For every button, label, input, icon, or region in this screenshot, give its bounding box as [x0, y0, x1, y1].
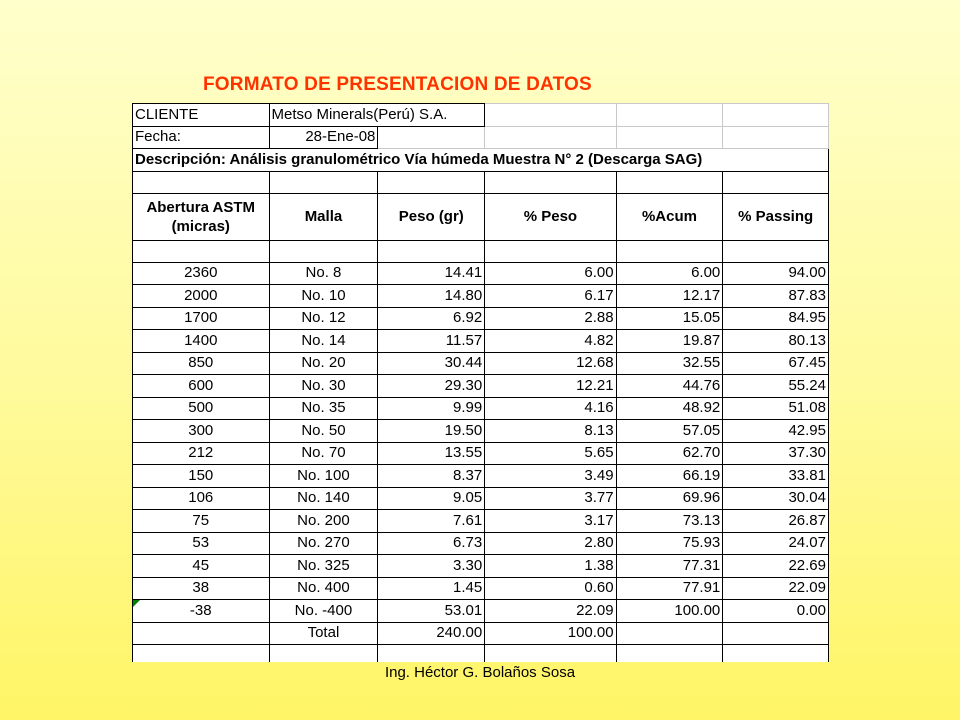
percent-weight-cell: 4.82: [485, 330, 616, 353]
percent-weight-cell: 22.09: [485, 600, 616, 623]
passing-cell: 80.13: [723, 330, 829, 353]
cumulative-cell: 32.55: [616, 352, 723, 375]
weight-cell: 13.55: [378, 442, 485, 465]
cumulative-cell: 77.91: [616, 577, 723, 600]
header-weight: Peso (gr): [378, 193, 485, 240]
weight-cell: 6.73: [378, 532, 485, 555]
date-row: [133, 126, 829, 149]
weight-cell: 19.50: [378, 420, 485, 443]
aperture-cell: 600: [133, 375, 270, 398]
spreadsheet-image: [132, 103, 829, 662]
aperture-cell: 106: [133, 487, 270, 510]
empty-cell: [616, 126, 723, 149]
aperture-cell: [133, 600, 270, 623]
cumulative-cell: 73.13: [616, 510, 723, 533]
mesh-cell: No. 50: [269, 420, 378, 443]
total-row: [133, 622, 829, 645]
granulometry-table: [132, 103, 829, 662]
cumulative-cell: 44.76: [616, 375, 723, 398]
mesh-cell: No. 100: [269, 465, 378, 488]
empty-cell: [378, 126, 485, 149]
aperture-cell: 2360: [133, 262, 270, 285]
empty-cell: [723, 104, 829, 127]
percent-weight-cell: 6.00: [485, 262, 616, 285]
empty-cell: [723, 126, 829, 149]
weight-cell: 11.57: [378, 330, 485, 353]
mesh-cell: No. 30: [269, 375, 378, 398]
table-row: [133, 262, 829, 285]
weight-cell: 14.41: [378, 262, 485, 285]
passing-cell: 87.83: [723, 285, 829, 308]
total-percent: 100.00: [485, 622, 616, 645]
aperture-cell: 500: [133, 397, 270, 420]
table-row: [133, 532, 829, 555]
date-label: Fecha:: [133, 126, 270, 149]
table-row: [133, 420, 829, 443]
mesh-cell: No. 325: [269, 555, 378, 578]
date-value: 28-Ene-08: [269, 126, 378, 149]
percent-weight-cell: 2.80: [485, 532, 616, 555]
cumulative-cell: 12.17: [616, 285, 723, 308]
mesh-cell: No. 200: [269, 510, 378, 533]
footer-author: Ing. Héctor G. Bolaños Sosa: [384, 664, 576, 681]
weight-cell: 8.37: [378, 465, 485, 488]
header-aperture: Abertura ASTM (micras): [133, 193, 270, 240]
cumulative-cell: 66.19: [616, 465, 723, 488]
table-row: [133, 375, 829, 398]
mesh-cell: No. 20: [269, 352, 378, 375]
description-row: [133, 149, 829, 172]
passing-cell: 22.69: [723, 555, 829, 578]
total-weight: 240.00: [378, 622, 485, 645]
spacer-row: [133, 240, 829, 262]
aperture-cell: 300: [133, 420, 270, 443]
cumulative-cell: 48.92: [616, 397, 723, 420]
mesh-cell: No. 8: [269, 262, 378, 285]
passing-cell: 42.95: [723, 420, 829, 443]
percent-weight-cell: 12.68: [485, 352, 616, 375]
cumulative-cell: 57.05: [616, 420, 723, 443]
cumulative-cell: 62.70: [616, 442, 723, 465]
header-percent-weight: % Peso: [485, 193, 616, 240]
mesh-cell: No. 14: [269, 330, 378, 353]
table-row: [133, 510, 829, 533]
mesh-cell: No. 70: [269, 442, 378, 465]
aperture-cell: 53: [133, 532, 270, 555]
passing-cell: 0.00: [723, 600, 829, 623]
weight-cell: 14.80: [378, 285, 485, 308]
percent-weight-cell: 12.21: [485, 375, 616, 398]
slide-title: FORMATO DE PRESENTACION DE DATOS: [203, 74, 592, 95]
table-row: [133, 397, 829, 420]
percent-weight-cell: 1.38: [485, 555, 616, 578]
percent-weight-cell: 4.16: [485, 397, 616, 420]
passing-cell: 22.09: [723, 577, 829, 600]
mesh-cell: No. 35: [269, 397, 378, 420]
header-mesh: Malla: [269, 193, 378, 240]
empty-cell: [616, 622, 723, 645]
total-label: Total: [269, 622, 378, 645]
mesh-cell: No. 10: [269, 285, 378, 308]
percent-weight-cell: 8.13: [485, 420, 616, 443]
percent-weight-cell: 5.65: [485, 442, 616, 465]
empty-cell: [133, 622, 270, 645]
passing-cell: 26.87: [723, 510, 829, 533]
table-row: [133, 600, 829, 623]
weight-cell: 7.61: [378, 510, 485, 533]
cumulative-cell: 6.00: [616, 262, 723, 285]
cumulative-cell: 77.31: [616, 555, 723, 578]
table-row: [133, 330, 829, 353]
passing-cell: 55.24: [723, 375, 829, 398]
aperture-value: -38: [189, 601, 212, 619]
client-label: CLIENTE: [133, 104, 270, 127]
passing-cell: 33.81: [723, 465, 829, 488]
client-row: [133, 104, 829, 127]
passing-cell: 94.00: [723, 262, 829, 285]
error-indicator-icon: [133, 600, 140, 607]
aperture-cell: 38: [133, 577, 270, 600]
mesh-cell: No. 140: [269, 487, 378, 510]
mesh-cell: No. 270: [269, 532, 378, 555]
header-passing: % Passing: [723, 193, 829, 240]
cumulative-cell: 15.05: [616, 307, 723, 330]
empty-cell: [723, 622, 829, 645]
percent-weight-cell: 0.60: [485, 577, 616, 600]
mesh-cell: No. 400: [269, 577, 378, 600]
aperture-cell: 1400: [133, 330, 270, 353]
table-row: [133, 442, 829, 465]
mesh-cell: No. 12: [269, 307, 378, 330]
weight-cell: 6.92: [378, 307, 485, 330]
header-row: [133, 193, 829, 240]
weight-cell: 53.01: [378, 600, 485, 623]
table-row: [133, 577, 829, 600]
spacer-row: [133, 171, 829, 193]
percent-weight-cell: 3.49: [485, 465, 616, 488]
table-row: [133, 465, 829, 488]
mesh-cell: No. -400: [269, 600, 378, 623]
aperture-cell: 75: [133, 510, 270, 533]
empty-cell: [485, 126, 616, 149]
weight-cell: 29.30: [378, 375, 485, 398]
percent-weight-cell: 6.17: [485, 285, 616, 308]
table-row: [133, 352, 829, 375]
client-value: Metso Minerals(Perú) S.A.: [269, 104, 485, 127]
cumulative-cell: 69.96: [616, 487, 723, 510]
weight-cell: 1.45: [378, 577, 485, 600]
table-row: [133, 487, 829, 510]
description-text: Descripción: Análisis granulométrico Vía húmeda Muestra N° 2 (Descarga SAG): [133, 149, 829, 172]
aperture-cell: 2000: [133, 285, 270, 308]
empty-cell: [485, 104, 616, 127]
cumulative-cell: 19.87: [616, 330, 723, 353]
percent-weight-cell: 3.17: [485, 510, 616, 533]
passing-cell: 30.04: [723, 487, 829, 510]
weight-cell: 9.05: [378, 487, 485, 510]
cumulative-cell: 100.00: [616, 600, 723, 623]
percent-weight-cell: 2.88: [485, 307, 616, 330]
percent-weight-cell: 3.77: [485, 487, 616, 510]
aperture-cell: 45: [133, 555, 270, 578]
cumulative-cell: 75.93: [616, 532, 723, 555]
weight-cell: 9.99: [378, 397, 485, 420]
aperture-cell: 850: [133, 352, 270, 375]
weight-cell: 30.44: [378, 352, 485, 375]
passing-cell: 37.30: [723, 442, 829, 465]
table-row: [133, 285, 829, 308]
aperture-cell: 1700: [133, 307, 270, 330]
passing-cell: 84.95: [723, 307, 829, 330]
passing-cell: 24.07: [723, 532, 829, 555]
aperture-cell: 150: [133, 465, 270, 488]
table-row: [133, 555, 829, 578]
passing-cell: 51.08: [723, 397, 829, 420]
table-row: [133, 307, 829, 330]
header-cumulative: %Acum: [616, 193, 723, 240]
aperture-cell: 212: [133, 442, 270, 465]
weight-cell: 3.30: [378, 555, 485, 578]
passing-cell: 67.45: [723, 352, 829, 375]
empty-cell: [616, 104, 723, 127]
spacer-row: [133, 645, 829, 663]
